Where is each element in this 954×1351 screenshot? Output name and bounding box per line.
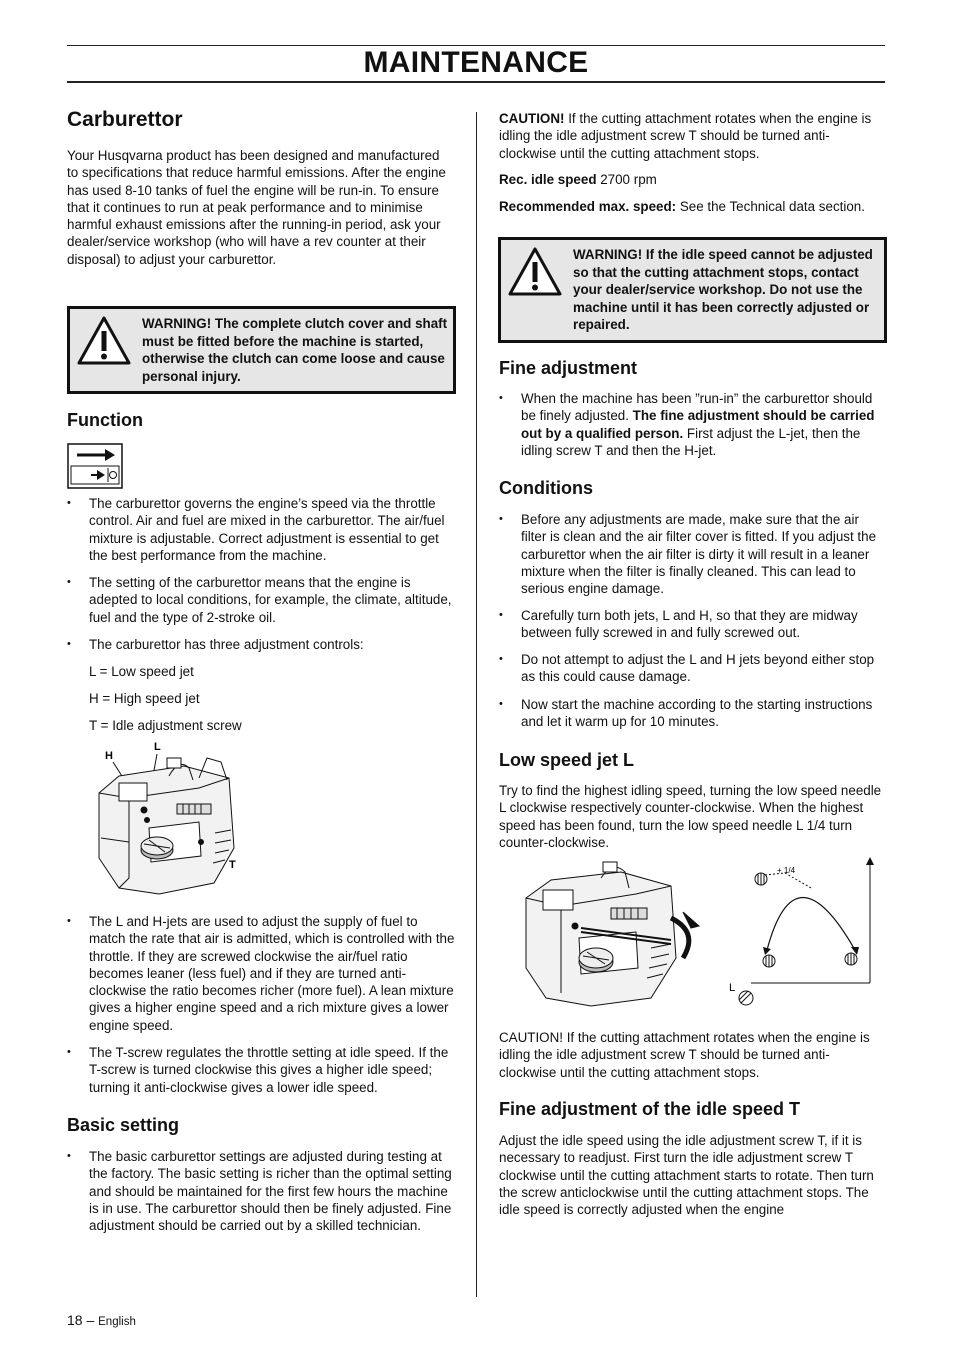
fine-adjustment-heading: Fine adjustment [499, 358, 638, 378]
conditions-bullet-3: • Do not attempt to adjust the L and H jets beyond either stop as this could cause damage. [499, 651, 887, 686]
control-idle-screw: T = Idle adjustment screw [89, 718, 242, 733]
fine-text-c: First adjust the L-jet, then the idling screw T and then the H-jet. [521, 425, 861, 458]
conditions-bullet-1: • Before any adjustments are made, make sure that the air filter is clean and the air filter cover is fitted. If you adjust the carburettor when the air filter is dirty it will result in a leaner mixture when the filter is finally cleaned. This can lead to serious engine damage. [499, 511, 887, 597]
conditions-bullet-4: • Now start the machine according to the starting instructions and let it warm up for 10 minutes. [499, 696, 887, 731]
page-footer [67, 1312, 136, 1328]
function-bullet-1: • The carburettor governs the engine’s speed via the throttle control. Air and fuel are mixed in the carburettor. The air/fuel mixture is adjustable. Correct adjustment is essential to get the best performance from the machine. [67, 495, 455, 564]
conditions-bullet-2: • Carefully turn both jets, L and H, so that they are midway between fully screwed in and fully screwed out. [499, 607, 887, 642]
warning-box-idle [498, 237, 887, 343]
graph-curve [767, 898, 855, 951]
carburettor-heading: Carburettor [67, 108, 183, 131]
conditions-heading: Conditions [499, 478, 593, 498]
caution-idle-1 [499, 110, 887, 162]
function-bullet-4: • The L and H-jets are used to adjust the supply of fuel to match the rate that air is admitted, which is controlled with the throttle. If they are screwed clockwise the air/fuel ratio becomes leaner (less fuel) and if they are turned anti-clockwise the ratio becomes richer (more fuel). A lean mixture gives a higher engine speed and a rich mixture gives a lower engine speed. [67, 913, 455, 1034]
control-low-speed: L = Low speed jet [89, 664, 194, 679]
function-heading: Function [67, 410, 143, 430]
warning-box-clutch [67, 306, 456, 394]
low-speed-jet-heading: Low speed jet L [499, 750, 635, 770]
warning-text-clutch: WARNING! The complete clutch cover and shaft must be fitted before the machine is started, otherwise the clutch can come loose and cause personal injury. [142, 316, 448, 384]
control-high-speed: H = High speed jet [89, 691, 200, 706]
function-symbol-icon [67, 443, 123, 489]
rec-max-value: See the Technical data section. [676, 199, 865, 214]
function-bullet-2: • The setting of the carburettor means that the engine is adepted to local conditions, for example, the climate, altitude, fuel and the type of 2-stroke oil. [67, 574, 455, 626]
caution-idle-2: CAUTION! If the cutting attachment rotates when the engine is idling the idle adjustment screw T should be turned anti-clockwise until the cutting attachment stops. [499, 1030, 870, 1080]
low-speed-jet-text: Try to find the highest idling speed, turning the low speed needle L clockwise respectively counter-clockwise. When the highest speed has been found, turn the low speed needle L 1/4 turn counter-clockwise. [499, 783, 882, 850]
basic-setting-bullet: • The basic carburettor settings are adjusted during testing at the factory. The basic setting is richer than the optimal setting and should be maintained for the first few hours the machine is in use. The carburettor should then be finely adjusted. Fine adjustment should be carried out by a skilled technician. [67, 1148, 455, 1234]
caution-text: If the cutting attachment rotates when the engine is idling the idle adjustment screw T should be turned anti-clockwise until the cutting attachment stops. [499, 111, 872, 161]
fine-adjustment-bullet [499, 390, 887, 459]
basic-setting-heading: Basic setting [67, 1115, 180, 1135]
carburettor-intro: Your Husqvarna product has been designed and manufactured to specifications that reduce harmful emissions. After the engine has used 8-10 tanks of fuel the engine will be run-in. To ensure that it continues to run at peak performance and to minimise harmful exhaust emissions after the running-in period, ask your dealer/service workshop (who will have a rev counter at their disposal) to adjust your carburettor. [67, 148, 446, 267]
idle-speed-heading: Fine adjustment of the idle speed T [499, 1099, 801, 1119]
rec-idle-value: 2700 rpm [596, 172, 657, 187]
warning-triangle-icon [507, 246, 563, 298]
diagram-label-t: T [229, 859, 236, 871]
diagram-label-h: H [105, 750, 113, 762]
idle-speed-text: Adjust the idle speed using the idle adjustment screw T, if it is necessary to readjust. First turn the idle adjustment screw T clockwise until the cutting attachment starts to rotate. Then turn the screw anticlockwise until the cutting attachment stops. The idle speed is correctly adjusted when the engine [499, 1133, 874, 1218]
page-number: 18 – [67, 1312, 95, 1328]
page-title: MAINTENANCE [363, 46, 589, 79]
rec-idle-speed [499, 171, 887, 188]
warning-triangle-icon [76, 315, 132, 367]
graph-label-l: L [729, 982, 736, 994]
header-rule-bottom [67, 81, 885, 83]
function-bullet-5: • The T-screw regulates the throttle setting at idle speed. If the T-screw is turned clockwise this gives a higher idle speed; turning it anti-clockwise gives a lower idle speed. [67, 1044, 455, 1096]
machine-illustration [521, 858, 706, 1010]
footer-language: English [98, 1316, 136, 1328]
carburettor-diagram [89, 738, 259, 900]
fine-text-a: When the machine has been ”run-in” the carburettor should be finely adjusted. [521, 391, 873, 424]
rec-max-label: Recommended max. speed: [499, 199, 677, 214]
warning-text-idle: WARNING! If the idle speed cannot be adjusted so that the cutting attachment stops, contact your dealer/service workshop. Do not use the machine until it has been correctly adjusted or repaired. [573, 247, 873, 333]
caution-label: CAUTION! [499, 111, 565, 126]
diagram-label-l: L [154, 741, 161, 753]
low-speed-adjustment-graph [727, 855, 877, 1009]
rec-max-speed [499, 198, 889, 215]
graph-label-quarter: + 1/4 [777, 866, 796, 875]
column-divider [476, 112, 477, 1297]
fine-text-b: The fine adjustment should be carried out by a qualified person. [521, 408, 875, 441]
rec-idle-label: Rec. idle speed [499, 172, 597, 187]
function-bullet-3: • The carburettor has three adjustment controls: [67, 636, 455, 653]
